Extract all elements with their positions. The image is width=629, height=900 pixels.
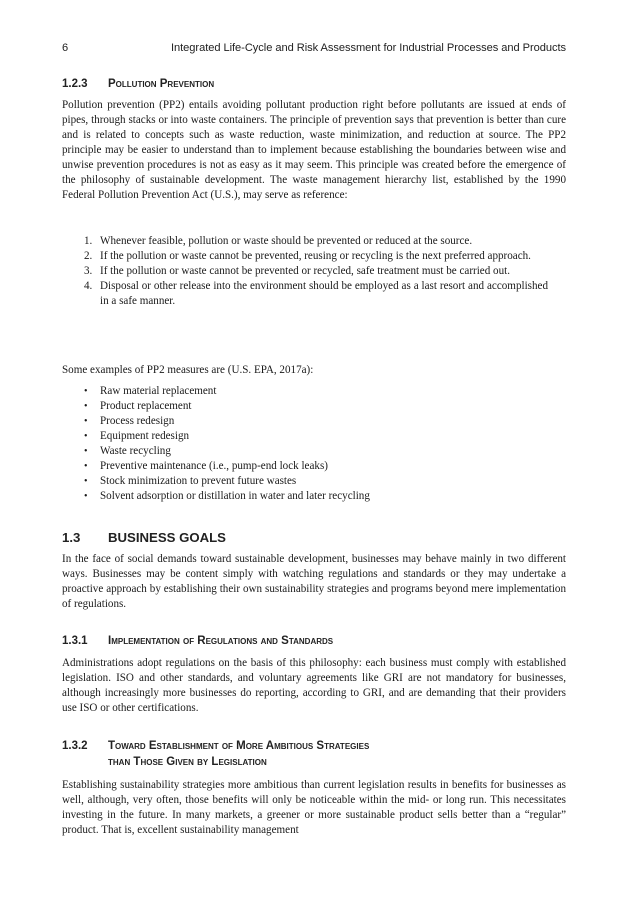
section-heading-1-3 xyxy=(62,529,566,546)
examples-intro xyxy=(62,363,566,378)
example-item xyxy=(62,474,566,489)
example-item xyxy=(62,429,566,444)
section-number: 1.3.2 xyxy=(62,740,88,752)
section-title-line-1: Toward Establishment of More Ambitious Strategies xyxy=(108,740,370,752)
section-number: 1.3.1 xyxy=(62,635,88,647)
body-paragraph: In the face of social demands toward sustainable development, businesses may behave mainly in two different ways. Businesses may be content simply with watching regulations and standards or they may undertake a proactive approach by establishing their own sustainability strategies and programs beyond mere implementation of regulations. xyxy=(62,553,566,610)
example-item xyxy=(62,414,566,429)
hierarchy-list xyxy=(62,234,566,309)
hierarchy-step xyxy=(62,264,566,279)
book-page xyxy=(62,0,566,900)
business-goals-paragraph xyxy=(62,552,566,612)
body-paragraph: Administrations adopt regulations on the basis of this philosophy: each business must comply with established legislation. ISO and other standards, and voluntary agreements like GRI are not mandatory for businesses, although increasingly more businesses do reporting, according to GRI, and are demanding that their providers use ISO or other certifications. xyxy=(62,657,566,714)
bullet-icon: • xyxy=(84,386,88,397)
step-number: 4. xyxy=(84,280,93,292)
section-heading-1-3-2-continued xyxy=(62,754,566,770)
hierarchy-step xyxy=(62,279,566,309)
example-text: Stock minimization to prevent future wastes xyxy=(100,475,297,487)
bullet-icon: • xyxy=(84,416,88,427)
pollution-prevention-paragraph xyxy=(62,98,566,203)
hierarchy-step xyxy=(62,234,566,249)
bullet-icon: • xyxy=(84,431,88,442)
example-item xyxy=(62,459,566,474)
step-text: If the pollution or waste cannot be prevented, reusing or recycling is the next preferred approach. xyxy=(100,250,531,262)
section-number: 1.3 xyxy=(62,530,81,545)
bullet-icon: • xyxy=(84,461,88,472)
example-item xyxy=(62,489,566,504)
section-1-2-3 xyxy=(62,76,566,92)
regulations-paragraph xyxy=(62,656,566,716)
example-item xyxy=(62,444,566,459)
step-text: Disposal or other release into the environment should be employed as a last resort and accomplished in a safe manner. xyxy=(100,280,548,307)
section-heading-1-2-3 xyxy=(62,76,566,92)
bullet-icon: • xyxy=(84,446,88,457)
step-number: 2. xyxy=(84,250,93,262)
section-title: BUSINESS GOALS xyxy=(108,530,226,545)
section-heading-1-3-1 xyxy=(62,633,566,649)
strategies-paragraph xyxy=(62,778,566,838)
running-title: Integrated Life-Cycle and Risk Assessment for Industrial Processes and Products xyxy=(171,42,566,54)
section-title: Pollution Prevention xyxy=(108,78,215,90)
hierarchy-steps xyxy=(62,234,566,309)
body-paragraph: Establishing sustainability strategies more ambitious than current legislation results in benefits for businesses as well, although, very often, those benefits will only be noticeable within the mid- or long run. This necessitates investing in the future. In many markets, a greener or more sustainable product sells better than a “regular” product. That is, excellent sustainability management xyxy=(62,779,566,836)
example-item xyxy=(62,399,566,414)
example-item xyxy=(62,384,566,399)
step-text: Whenever feasible, pollution or waste should be prevented or reduced at the source. xyxy=(100,235,473,247)
section-number: 1.2.3 xyxy=(62,78,88,90)
body-paragraph: Pollution prevention (PP2) entails avoiding pollutant production right before pollutants are issued at ends of pipes, through stacks or into waste containers. The principle of prevention says that prevention is better than cure and is related to concepts such as waste reduction, waste minimization, and reduction at source. The PP2 principle may be easier to understand than to implement because establishing the boundaries between wise and unwise prevention procedures is not as easy as it may seem. This principle was created before the emergence of the philosophy of sustainable development. The waste management hierarchy list, established by the 1990 Federal Pollution Prevention Act (U.S.), may serve as reference: xyxy=(62,99,566,201)
section-title: Implementation of Regulations and Standards xyxy=(108,635,334,647)
bullet-icon: • xyxy=(84,476,88,487)
example-text: Waste recycling xyxy=(100,445,171,457)
pp2-examples xyxy=(62,384,566,504)
section-1-3-2 xyxy=(62,738,566,770)
step-text: If the pollution or waste cannot be prevented or recycled, safe treatment must be carried out. xyxy=(100,265,510,277)
example-text: Product replacement xyxy=(100,400,192,412)
section-title-line-2: than Those Given by Legislation xyxy=(108,756,267,768)
hierarchy-step xyxy=(62,249,566,264)
section-heading-1-3-2 xyxy=(62,738,566,754)
step-number: 3. xyxy=(84,265,93,277)
section-1-3-1 xyxy=(62,633,566,649)
examples-list xyxy=(62,384,566,504)
example-text: Preventive maintenance (i.e., pump-end lock leaks) xyxy=(100,460,328,472)
example-text: Equipment redesign xyxy=(100,430,190,442)
example-text: Solvent adsorption or distillation in water and later recycling xyxy=(100,490,370,502)
body-paragraph: Some examples of PP2 measures are (U.S. EPA, 2017a): xyxy=(62,364,314,376)
running-header xyxy=(62,40,566,56)
page-number: 6 xyxy=(62,42,69,54)
step-number: 1. xyxy=(84,235,93,247)
example-text: Process redesign xyxy=(100,415,175,427)
bullet-icon: • xyxy=(84,491,88,502)
example-text: Raw material replacement xyxy=(100,385,217,397)
section-1-3 xyxy=(62,529,566,546)
bullet-icon: • xyxy=(84,401,88,412)
